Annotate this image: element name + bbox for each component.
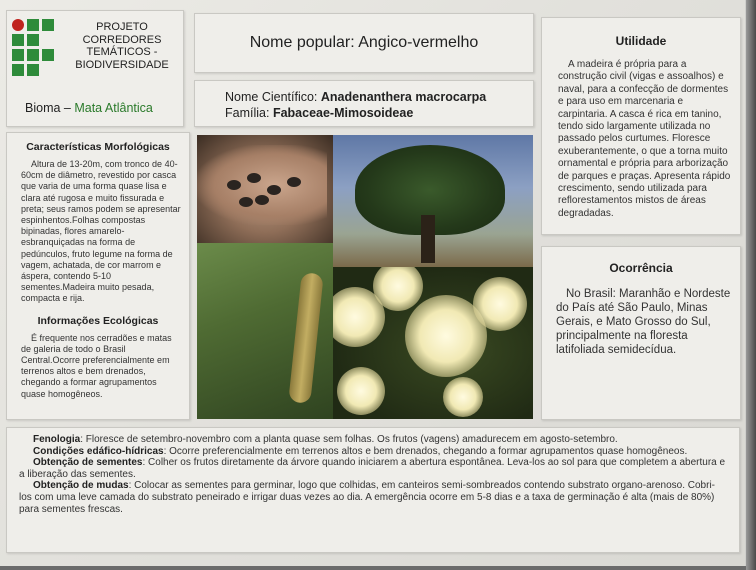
popular-name: Nome popular: Angico-vermelho (249, 34, 479, 51)
occurrence-text: No Brasil: Maranhão e Nordeste do País até São Paulo, Minas Gerais, e Mato Grosso do Sul, principalmente na floresta latifoliada semidecídua. (556, 288, 731, 356)
phenology-text: : Floresce de setembro-novembro com a planta quase sem folhas. Os frutos (vagens) amadurecem em agosto-setembro. (80, 434, 618, 445)
soil-item (19, 446, 727, 458)
occurrence-panel (541, 246, 741, 420)
project-header-panel (6, 10, 184, 127)
leaves-and-pod-photo (197, 243, 333, 419)
bioma-prefix: Bioma – (25, 101, 71, 115)
occurrence-heading: Ocorrência (609, 261, 673, 275)
ecology-heading: Informações Ecológicas (37, 314, 159, 327)
soil-text: : Ocorre preferencialmente em terrenos altos e bem drenados, chegando a formar agrupamentos quase homogêneos. (163, 445, 688, 457)
wall-edge (746, 0, 756, 570)
morphology-heading: Características Morfológicas (26, 141, 170, 153)
ecology-text: É frequente nos cerradões e matas de galeria de todo o Brasil Central.Ocorre preferencialmente em terrenos altos e bem drenados, chegando a formar agrupamentos quase homogêneos. (21, 332, 172, 399)
project-line: CORREDORES (82, 33, 162, 46)
seeds-label: Obtenção de sementes (33, 457, 143, 469)
scientific-name (225, 90, 486, 104)
photo-collage (197, 135, 533, 419)
bottom-info-panel (6, 427, 740, 553)
family-name (225, 106, 413, 120)
bioma-label (25, 101, 153, 115)
utility-heading: Utilidade (615, 34, 667, 48)
family-label: Família: (225, 106, 273, 120)
soil-label: Condições edáfico-hídricas (33, 445, 164, 457)
seedlings-item (19, 480, 727, 515)
popular-name-panel (194, 13, 534, 73)
scientific-name-label: Nome Científico: (225, 90, 321, 104)
utility-panel (541, 17, 741, 235)
phenology-item (19, 434, 727, 446)
family-value: Fabaceae-Mimosoideae (272, 106, 414, 120)
tree-photo (333, 135, 533, 267)
morphology-panel (6, 132, 190, 420)
bioma-value: Mata Atlântica (74, 101, 153, 115)
scientific-name-value: Anadenanthera macrocarpa (320, 90, 487, 104)
project-line: PROJETO (96, 21, 148, 33)
flowers-photo (333, 267, 533, 419)
seeds-text: : Colher os frutos diretamente da árvore quando iniciarem a abertura espontânea. Leva-los ao sol para que completem a abertura e a liberação das sementes. (19, 457, 726, 480)
phenology-label: Fenologia (33, 434, 81, 445)
utility-text: A madeira é própria para a construção civil (vigas e assoalhos) e naval, para a confecção de dormentes e para uso em marcenaria e carpintaria. A casca é rica em tanino, tendo sido largamente utilizada no passado pelos curtumes. Floresce exuberantemente, o que a torna muito ornamental e própria para arborização de parques e praças. Apresenta rápido crescimento, sendo utilizada para reflorestamentos mistos de áreas degradadas. (558, 59, 731, 219)
seedlings-text: : Colocar as sementes para germinar, logo que colhidas, em canteiros semi-sombreados contendo substrato organo-arenoso. Cobri-los com uma leve camada do substrato peneirado e irrigar duas vezes ao dia. A emergência ocorre em 5-8 dias e a taxa de germinação é alta (mais de 80%) para sementes frescas. (19, 480, 715, 515)
morphology-text: Altura de 13-20m, com tronco de 40-60cm de diâmetro, revestido por casca que varia de uma forma quase lisa e clara até rugosa e muito fissurada e preta; seus ramos podem se apresentar espinhentos.Folhas compostas bipinadas, flores amarelo-esbranquiçadas na forma de pedúnculos, fruto legume na forma de vagem, achatada, de cor marrom e áspera, contendo 5-10 sementes.Madeira muito pesada, compacta e rija. (21, 159, 181, 304)
scientific-name-panel (194, 80, 534, 127)
seeds-item (19, 457, 727, 480)
seedlings-label: Obtenção de mudas (33, 480, 129, 492)
project-title (59, 21, 185, 71)
project-line: TEMÁTICOS - (86, 46, 158, 58)
bottom-info-text (19, 434, 727, 515)
seeds-in-hand-photo (197, 135, 333, 243)
institution-logo (12, 19, 56, 77)
project-line: BIODIVERSIDADE (75, 58, 169, 71)
